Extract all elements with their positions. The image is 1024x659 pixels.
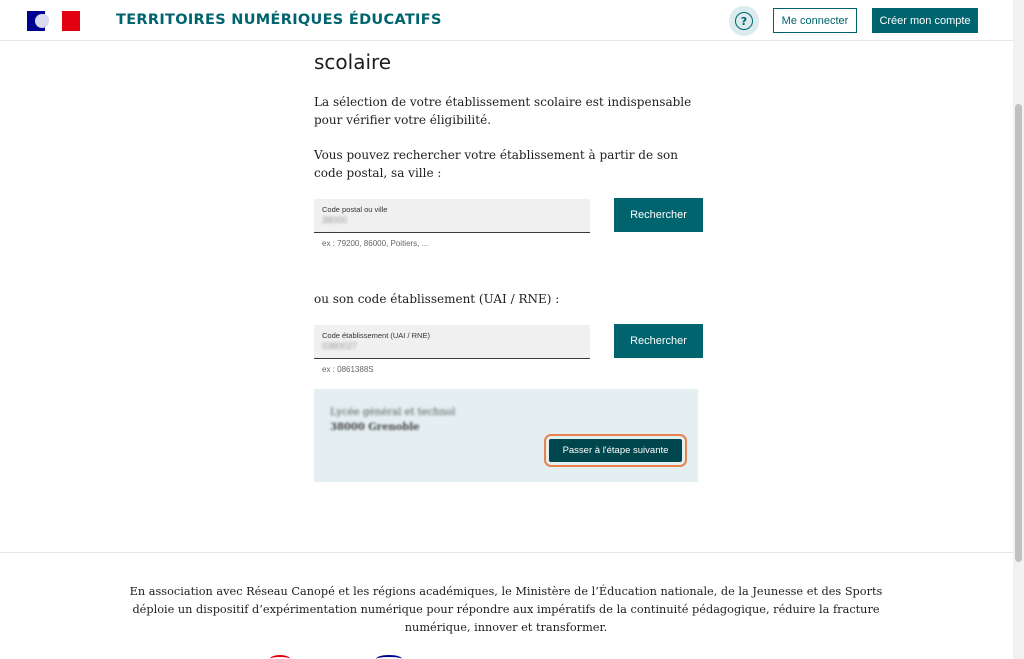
postal-code-field[interactable]: [314, 199, 590, 233]
republique-francaise-logo[interactable]: [27, 11, 80, 31]
flag-red-band: [62, 11, 80, 31]
scrollbar-thumb[interactable]: [1015, 104, 1022, 562]
postal-code-label: Code postal ou ville: [322, 205, 388, 214]
postal-code-hint: ex : 79200, 86000, Poitiers, ...: [322, 239, 429, 248]
next-step-focus-ring: [544, 434, 687, 467]
uai-code-hint: ex : 0861388S: [322, 365, 374, 374]
selected-school-card: [314, 389, 698, 482]
school-city: 38000 Grenoble: [330, 422, 420, 433]
postal-code-value[interactable]: 38000: [322, 215, 348, 223]
partner-logo-canope: [270, 655, 290, 659]
login-button[interactable]: Me connecter: [773, 8, 857, 33]
school-name: Lycée général et technol: [330, 407, 456, 418]
footer-divider: [0, 552, 1013, 553]
partner-logo-ministere: [376, 655, 402, 659]
uai-code-label: Code établissement (UAI / RNE): [322, 331, 430, 340]
page-heading: scolaire: [314, 50, 392, 74]
site-header: [0, 0, 1013, 41]
search-by-uai-button[interactable]: Rechercher: [614, 324, 703, 358]
signup-button[interactable]: Créer mon compte: [872, 8, 978, 33]
next-step-button[interactable]: Passer à l'étape suivante: [549, 439, 682, 462]
footer-description: En association avec Réseau Canopé et les régions académiques, le Ministère de l’Éducation nationale, de la Jeunesse et des Sports déploie un dispositif d’expérimentation numérique pour répondre aux impératifs de la continuité pédagogique, réduire la fracture numérique, innover et transformer.: [129, 585, 883, 634]
uai-code-value[interactable]: 0380027: [322, 341, 358, 349]
intro-text: La sélection de votre établissement scolaire est indispensable pour vérifier votre éligibilité.: [314, 95, 692, 127]
uai-code-field[interactable]: [314, 325, 590, 359]
search-by-city-button[interactable]: Rechercher: [614, 198, 703, 232]
help-circle-icon: ?: [735, 12, 753, 30]
marianne-profile-icon: [35, 14, 49, 28]
help-button[interactable]: [729, 6, 759, 36]
uai-intro-text: ou son code établissement (UAI / RNE) :: [314, 292, 560, 306]
search-intro-text: Vous pouvez rechercher votre établissement à partir de son code postal, sa ville :: [314, 148, 679, 180]
site-title[interactable]: TERRITOIRES NUMÉRIQUES ÉDUCATIFS: [116, 12, 442, 28]
page-scrollbar[interactable]: [1013, 0, 1024, 659]
